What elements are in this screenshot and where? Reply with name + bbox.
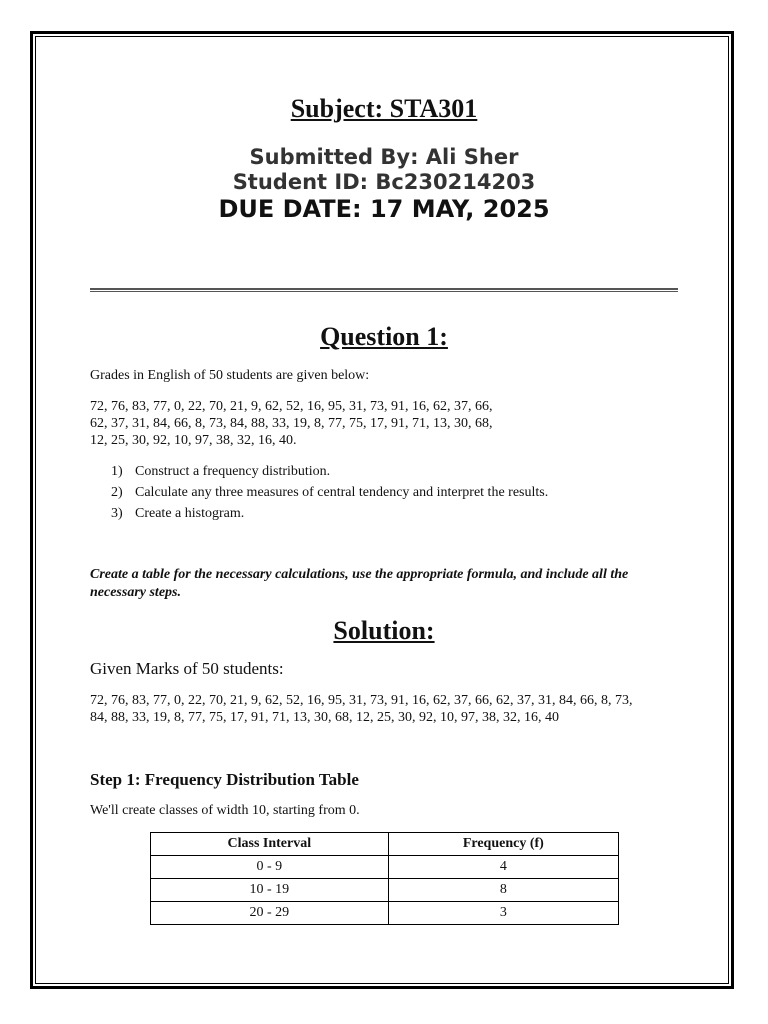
frequency-table bbox=[150, 832, 619, 925]
task-number: 1) bbox=[111, 464, 123, 479]
class-interval-cell: 20 - 29 bbox=[151, 902, 389, 925]
header-frequency: Frequency (f) bbox=[388, 833, 618, 856]
class-interval-cell: 10 - 19 bbox=[151, 879, 389, 902]
task-number: 3) bbox=[111, 506, 123, 521]
table-row bbox=[151, 856, 619, 879]
instruction-line: Create a table for the necessary calculations, use the appropriate formula, and include all the bbox=[90, 567, 629, 582]
instruction-line: necessary steps. bbox=[90, 585, 181, 600]
frequency-cell: 4 bbox=[388, 856, 618, 879]
task-item bbox=[111, 484, 711, 505]
frequency-cell: 3 bbox=[388, 902, 618, 925]
subject-title: Subject: STA301 bbox=[290, 94, 478, 123]
marks-line: 84, 88, 33, 19, 8, 77, 75, 17, 91, 71, 13, 30, 68, 12, 25, 30, 92, 10, 97, 38, 32, 16, 40 bbox=[90, 710, 559, 725]
marks-list bbox=[90, 692, 690, 726]
class-interval-cell: 0 - 9 bbox=[151, 856, 389, 879]
task-item bbox=[111, 463, 711, 484]
task-text: Calculate any three measures of central tendency and interpret the results. bbox=[135, 485, 549, 500]
table-row bbox=[151, 879, 619, 902]
step1-text: We'll create classes of width 10, starting from 0. bbox=[90, 803, 360, 818]
solution-title: Solution: bbox=[333, 616, 435, 645]
grades-line: 62, 37, 31, 84, 66, 8, 73, 84, 88, 33, 19, 8, 77, 75, 17, 91, 71, 13, 30, 68, bbox=[90, 416, 493, 431]
grades-list bbox=[90, 398, 690, 449]
question-intro: Grades in English of 50 students are given below: bbox=[90, 368, 370, 383]
task-text: Construct a frequency distribution. bbox=[135, 464, 331, 479]
step1-title: Step 1: Frequency Distribution Table bbox=[90, 770, 359, 789]
marks-line: 72, 76, 83, 77, 0, 22, 70, 21, 9, 62, 52, 16, 95, 31, 73, 91, 16, 62, 37, 66, 62, 37, 31, 84, 66, 8, 73, bbox=[90, 693, 633, 708]
grades-line: 12, 25, 30, 92, 10, 97, 38, 32, 16, 40. bbox=[90, 433, 297, 448]
due-date: DUE DATE: 17 MAY, 2025 bbox=[218, 195, 550, 223]
frequency-cell: 8 bbox=[388, 879, 618, 902]
header-class-interval: Class Interval bbox=[151, 833, 389, 856]
student-id: Student ID: Bc230214203 bbox=[232, 170, 536, 194]
grades-line: 72, 76, 83, 77, 0, 22, 70, 21, 9, 62, 52, 16, 95, 31, 73, 91, 16, 62, 37, 66, bbox=[90, 399, 493, 414]
task-list bbox=[111, 463, 711, 526]
table-row bbox=[151, 902, 619, 925]
instruction-text bbox=[90, 566, 690, 602]
task-text: Create a histogram. bbox=[135, 506, 245, 521]
submitted-by: Submitted By: Ali Sher bbox=[249, 145, 519, 169]
task-item bbox=[111, 505, 711, 526]
horizontal-divider bbox=[90, 288, 678, 292]
question-title: Question 1: bbox=[320, 322, 448, 351]
table-header-row bbox=[151, 833, 619, 856]
task-number: 2) bbox=[111, 485, 123, 500]
given-marks-heading: Given Marks of 50 students: bbox=[90, 659, 284, 678]
